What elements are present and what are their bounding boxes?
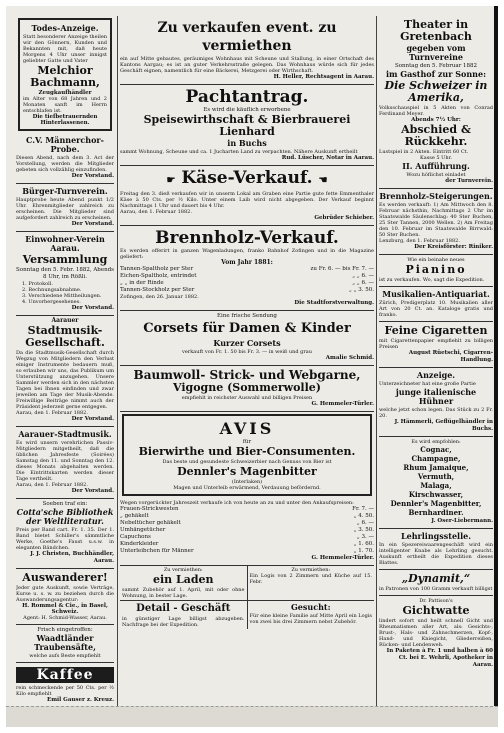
logis-ad bbox=[247, 566, 375, 600]
anzeige-signature: J. Hämmerli, Geflügelhändler in Buchs. bbox=[394, 419, 493, 432]
aarauer-stadtmusik-ad bbox=[16, 427, 114, 499]
schweiz-evening: Abends 7½ Uhr: bbox=[411, 117, 461, 123]
anzeige-text: Unterzeichneter hat eine große Partie bbox=[379, 381, 476, 387]
price-row-item: Eichen-Spaltholz, entrindet bbox=[120, 273, 197, 279]
kinder-text: Wegen vorgerückter Jahreszeit verkaufe ich von heute an zu und unter den Ankaufspreisen: bbox=[120, 500, 354, 506]
avis-foot: Magen und Unterleib erwärmend, Verdauung befördernd. bbox=[173, 485, 321, 491]
zigar-title: Feine Cigaretten bbox=[384, 324, 488, 337]
maennerchor-text: Diesen Abend, nach dem 3. Act der Vorstellung, werden die Mitglieder gebeten sich vollzählig einzufinden. bbox=[16, 155, 114, 173]
zu-text: ein auf Mitte gebautes, geräumiges Wohnhaus mit Scheune und Stallung, in einer Ortschaft des Kantons Aargau; es ist an guter Verkehrsstraße gelegen. Das Wohnhaus würde sich für jedes Geschäft eignen, namentlich für eine Bäckerei, Metzgerei oder Wirthschaft. bbox=[120, 56, 374, 74]
traktandum: 1. Protokoll. bbox=[22, 281, 53, 287]
laden-text: sammt Zubehör auf 1. April, mit oder ohne Wohnung, in bester Lage. bbox=[122, 587, 245, 599]
pacht-text2: sammt Wohnung, Scheune und ca. 1 Jucharten Land zu verpachten. Nähere Auskunft ertheilt bbox=[120, 149, 358, 155]
price-row-item: Frauen-Strickwesten bbox=[120, 506, 179, 512]
price-row-item: Nebeltücher gehäkelt bbox=[120, 520, 181, 526]
traktanden-list bbox=[16, 281, 114, 305]
bib-title: Cotta'sche Bibliothek der Weltliteratur. bbox=[16, 507, 114, 526]
theater-title: Theater in Gretenbach bbox=[400, 18, 472, 43]
corsets-title: Corsets für Damen & Kinder bbox=[143, 321, 351, 336]
aar2-signature: Der Vorstand. bbox=[71, 488, 114, 494]
versammlung-title: Versammlung bbox=[22, 253, 108, 266]
stadtmusik-title: Stadtmusik-Gesellschaft. bbox=[25, 324, 105, 349]
stadtmusik-gesellschaft-ad bbox=[16, 316, 114, 427]
piano-text: ist zu verkaufen. Wo, sagt die Expedition. bbox=[379, 277, 485, 283]
price-row-item: Tannen-Spaltholz per Ster bbox=[120, 266, 194, 272]
einwohner-title: Einwohner-Verein Aarau. bbox=[25, 234, 105, 253]
todes-role: Zeugkaufhändler bbox=[38, 90, 92, 96]
getraenk-item: Malaga, bbox=[420, 481, 452, 490]
price-row-price: „ „ 3. 50. bbox=[349, 287, 374, 293]
vigogne-signature: G. Hemmeler-Türler. bbox=[311, 401, 374, 407]
kaese-date: Aarau, den 1. Februar 1882. bbox=[120, 209, 192, 215]
price-row bbox=[120, 534, 374, 541]
left-column bbox=[16, 16, 114, 706]
price-row bbox=[120, 513, 374, 520]
getraenk-item: Dennler's Magenbitter, bbox=[390, 499, 482, 508]
auff-title: II. Aufführung. bbox=[402, 161, 470, 171]
gichtwatte-ad bbox=[379, 596, 493, 672]
avis-name: Dennler's Magenbitter bbox=[177, 465, 317, 478]
theater-sub: gegeben vom Turnvereine bbox=[406, 43, 466, 62]
avis-ad bbox=[122, 414, 372, 496]
versammlung-date: Sonntag den 5. Febr. 1882, Abends 8 Uhr, im Rößli. bbox=[16, 267, 114, 280]
gicht-signature: In Paketen à Fr. 1 und halben à 60 Ct. bei E. Wehrli, Apotheker in Aarau. bbox=[386, 648, 493, 668]
zigar-text: mit Cigarettenpapier empfiehlt zu billigen Preisen bbox=[379, 338, 493, 350]
pacht-title: Pachtantrag. bbox=[185, 87, 309, 107]
kinder-price-list bbox=[120, 506, 374, 555]
theater-place: im Gasthof zur Sonne: bbox=[385, 69, 487, 79]
pointing-hand-icon: ☛ bbox=[166, 175, 176, 186]
price-row-item: Kinderkleider bbox=[120, 541, 159, 547]
laden-split bbox=[120, 566, 374, 601]
getraenke-signature: J. Oser-Liebermann. bbox=[431, 518, 493, 524]
stadtmusik-signature: Der Vorstand. bbox=[71, 416, 114, 422]
brennholz-verkauf-ad bbox=[120, 226, 374, 311]
bibliothek-ad bbox=[16, 499, 114, 569]
anzeige-name: junge italienische Hühner bbox=[395, 387, 477, 406]
aar2-title: Aarauer-Stadtmusik. bbox=[18, 429, 112, 439]
pointing-hand-icon: ☚ bbox=[318, 175, 328, 186]
maennerchor-ad bbox=[16, 133, 114, 184]
corsets-signature: Amalie Schmid. bbox=[325, 355, 374, 361]
bib-label: Soeben traf ein: bbox=[42, 501, 88, 507]
laden-ad bbox=[120, 566, 247, 600]
anzeige-title: Anzeige. bbox=[416, 370, 456, 380]
buerger-signature: Der Vorstand. bbox=[71, 221, 114, 227]
ausw-text: Jeder gute Auskunft, sowie Verträge, Kurse u. s. w. zu beziehen durch die Auswanderungsagentur: bbox=[16, 585, 114, 603]
price-row-price: zu Fr. 6. — bis Fr. 7. — bbox=[310, 266, 374, 272]
getraenk-item: Kirschwasser, bbox=[408, 490, 464, 499]
price-row bbox=[120, 541, 374, 548]
rbrenn-date: Lenzburg, den 1. Februar 1882. bbox=[379, 238, 460, 244]
price-row-price: „ 6. — bbox=[356, 520, 374, 526]
gicht-title: Gichtwatte bbox=[402, 604, 470, 617]
todes-text: Statt besonderer Anzeige theilen wir den Gönnern, Kunden und Bekannten mit, daß heute Morgens 4 Uhr unser innigst geliebter Gatte und Vater bbox=[23, 34, 107, 64]
price-row-price: „ „ 6. — bbox=[352, 273, 374, 279]
vigogne-text: empfiehlt in reichster Auswahl und billigen Preisen bbox=[181, 395, 313, 401]
gesucht-title: Gesucht: bbox=[290, 602, 331, 612]
pacht-text: Es wird die käuflich erworbene bbox=[203, 107, 291, 113]
bib-text: Preis per Band cart. Fr. 1. 35. Der 1. Band bietet Schiller's sämmtliche Werke, Goethe's Faust u.s.w. in eleganten Bändchen. bbox=[16, 527, 114, 551]
price-row-item: Unterleibchen für Männer bbox=[120, 548, 194, 554]
wein-label: Frisch eingetroffen: bbox=[37, 627, 93, 633]
rbrenn-signature: Der Kreisförster: Riniker. bbox=[414, 244, 493, 250]
pacht-name: Speisewirthschaft & Bierbrauerei Lienhard bbox=[143, 113, 351, 138]
price-row-price: „ 1. 70. bbox=[353, 548, 374, 554]
corsets-ad bbox=[120, 311, 374, 366]
ausw-signature: H. Rommel & Cie., in Basel, Schweiz. bbox=[22, 603, 108, 615]
zu-title: Zu verkaufen event. zu vermiethen bbox=[157, 20, 337, 54]
auff-signature: der Turnverein. bbox=[445, 178, 493, 184]
price-row-price: „ 3. 50. bbox=[353, 527, 374, 533]
ausw-title: Auswanderer! bbox=[22, 571, 108, 584]
einwohner-verein-ad bbox=[16, 232, 114, 316]
todes-anzeige-ad bbox=[18, 18, 112, 131]
price-row-item: Tannen-Stockholz per Ster bbox=[120, 287, 195, 293]
brenn-title: Brennholz-Verkauf. bbox=[155, 228, 339, 248]
cigaretten-ad bbox=[379, 322, 493, 368]
brenn-year: Vom Jahr 1881: bbox=[221, 259, 273, 266]
detail-text: in günstiger Lage billigst abzugeben. Nachfrage bei der Expedition. bbox=[122, 616, 245, 628]
brenn-price-list bbox=[120, 266, 374, 294]
lehrling-text: In ein Spezereiwaarengeschäft wird ein intelligenter Knabe als Lehrling gesucht. Auskunft ertheilt die Expedition dieses Blattes. bbox=[379, 542, 493, 566]
pianino-ad bbox=[379, 255, 493, 287]
baumw-title: Baumwoll- Strick- und Webgarne, bbox=[133, 368, 361, 382]
column-rule-right bbox=[376, 16, 377, 706]
paper-fold bbox=[6, 706, 498, 727]
kasse: Kasse 5 Uhr. bbox=[419, 155, 453, 161]
detail-ad bbox=[120, 601, 247, 629]
price-row bbox=[120, 520, 374, 527]
wein-ad bbox=[16, 625, 114, 663]
getraenke-label: Es wird empfohlen: bbox=[411, 439, 461, 445]
kaffee-signature: Emil Gauser z. Kreuz. bbox=[47, 697, 114, 703]
auff-text: Wozu höflichst einladet bbox=[406, 172, 466, 178]
baumwolle-ad bbox=[120, 366, 374, 412]
kaese-signature: Gebrüder Schieber. bbox=[314, 215, 374, 221]
zigar-signature: August Rüetschi, Cigarren-Handlung. bbox=[408, 350, 493, 363]
pacht-signature: Rud. Lüscher, Notar in Aarau. bbox=[281, 155, 374, 161]
getraenk-item: Cognac, bbox=[420, 445, 452, 454]
musik-title: Musikalien-Antiquariat. bbox=[382, 289, 490, 299]
price-row-item: „ „ in der Rinde bbox=[120, 280, 164, 286]
brenn-date: Zofingen, den 26. Januar 1882. bbox=[120, 294, 199, 300]
wein-title: Waadtländer Traubensäfte, bbox=[34, 633, 96, 652]
versammlung-signature: Der Vorstand. bbox=[71, 305, 114, 311]
buerger-title: Bürger-Turnverein. bbox=[22, 186, 108, 196]
logis-label: Zu vermiethen: bbox=[291, 567, 331, 573]
rbrenn-text: Es werden verkauft: 1) Am Mittwoch den 8. Februar nächsthin, Nachmittags 2 Uhr im Staatswalde Säulenschlag: 40 Ster Buchen, 25 Ster Tannen, 2000 Wellen. 2) Am Freitag den 10. Februar im Staatswalde Birrwald: 50 Ster Buchen. bbox=[379, 202, 493, 238]
abschied-title: Abschied & Rückkehr. bbox=[401, 123, 471, 148]
lehrling-ad bbox=[379, 529, 493, 570]
kaffee-text: rein schmeckende per 50 Cts. per ½ Kilo empfiehlt bbox=[16, 685, 114, 697]
pacht-place: in Buchs bbox=[227, 138, 267, 148]
detail-title: Detail - Geschäft bbox=[136, 603, 231, 614]
traktandum: 3. Verschiedene Mittheilungen. bbox=[22, 293, 102, 299]
corsets-text: verkauft von Fr. 1. 50 bis Fr. 3. — in weiß und grau bbox=[182, 349, 312, 355]
price-row bbox=[120, 280, 374, 287]
price-row-price: „ „ 6. — bbox=[352, 280, 374, 286]
avis-title: AVIS bbox=[219, 419, 275, 438]
todes-signature: Die tiefbetrauernden Hinterlassenen. bbox=[32, 114, 98, 126]
getraenk-item: Bernhardiner. bbox=[408, 508, 464, 517]
kinder-signature: G. Hemmeler-Türler. bbox=[311, 555, 374, 561]
price-row bbox=[120, 287, 374, 294]
brennholz-steigerung-ad bbox=[379, 189, 493, 255]
column-rule-left bbox=[117, 16, 118, 706]
theater-date: Sonntag den 5. Februar 1882 bbox=[394, 63, 478, 69]
dynamit-title: „Dynamit,“ bbox=[401, 572, 471, 585]
strickwaren-ad bbox=[120, 498, 374, 566]
aar2-date: Aarau, den 1. Februar 1882. bbox=[16, 482, 88, 488]
ausw-agent: Agent: H. Schmid-Wasser, Aarau. bbox=[23, 615, 107, 621]
zu-verkaufen-ad bbox=[120, 16, 374, 85]
price-row bbox=[120, 266, 374, 273]
auswanderer-ad bbox=[16, 569, 114, 625]
buerger-turnverein-ad bbox=[16, 184, 114, 232]
price-row-price: Fr. 7. — bbox=[352, 506, 374, 512]
middle-column bbox=[120, 16, 374, 706]
musikalien-ad bbox=[379, 287, 493, 322]
gicht-label: Dr. Pattison's bbox=[419, 598, 453, 604]
page-edge bbox=[494, 6, 498, 727]
getraenk-item: Rhum Jamaique, bbox=[403, 463, 469, 472]
kaffee-ad bbox=[16, 663, 114, 706]
todes-text2: im Alter von 68 Jahren und 2 Monaten sanft im Herrn entschlafen ist. bbox=[23, 96, 107, 114]
kaffee-title: Kaffee bbox=[16, 667, 114, 683]
aar2-text: Es wird unsern verehrlichen Passiv-Mitgliedern mitgetheilt, daß die üblichen Jahresfeste (Soirées) Samstag den 11. und Sonntag den 12. dieses Monats abgehalten werden. Die Eintrittskarten werden dieser Tage vertheilt. bbox=[16, 440, 114, 482]
aarauer-label: Aarauer bbox=[51, 317, 79, 324]
rbrenn-title: Brennholz-Steigerungen. bbox=[379, 191, 493, 201]
kaese-title-row bbox=[120, 169, 374, 190]
getraenk-item: Vermuth, bbox=[417, 472, 455, 481]
logis-text: Ein Logis von 2 Zimmern und Küche auf 15. Febr. bbox=[249, 573, 372, 585]
price-row bbox=[120, 273, 374, 280]
vigogne-title: Vigogne (Sommerwolle) bbox=[173, 381, 321, 394]
piano-label: Wie ein beinahe neues bbox=[407, 257, 465, 263]
gicht-text: lindert sofort und heilt schnell Gicht und Rheumatismen aller Art, als: Gesichts-, Brust-, Hals- und Zahnschmerzen, Kopf-, Hand- und Kniegicht, Gliederreißen, Rücken- und Lendenweh. bbox=[379, 618, 493, 648]
buerger-text: Hauptprobe heute Abend punkt 1/2 Uhr. Ehrenmitglieder zahlreich zu erscheinen. Die Mitglieder sind aufgefordert zahlreich zu erscheinen. bbox=[16, 197, 114, 221]
wein-text: welche aufs Beste empfiehlt bbox=[29, 653, 101, 659]
todes-title: Todes-Anzeige. bbox=[31, 23, 99, 33]
huehner-ad bbox=[379, 368, 493, 437]
lehrling-title: Lehrlingsstelle. bbox=[401, 531, 471, 541]
zu-signature: H. Heller, Rechtsagent in Aarau. bbox=[273, 74, 374, 80]
detail-split bbox=[120, 601, 374, 629]
traktandum: 2. Rechnungsabnahme. bbox=[22, 287, 82, 293]
kaese-text: Freitag den 3. dieß verkaufen wir in unserm Lokal am Graben eine Partie gute fette Emmenthaler Käse à 50 Cts. per ½ Kilo. Unter einem Laib wird nicht abgegeben. Der Verkauf beginnt Nachmittags 1 Uhr und dauert bis 4 Uhr. bbox=[120, 191, 374, 209]
price-row-item: Capuchons bbox=[120, 534, 151, 540]
theater-ad bbox=[379, 16, 493, 189]
traktandum: 4. Unvorhergesehenes. bbox=[22, 299, 81, 305]
dynamit-ad bbox=[379, 570, 493, 596]
todes-name: Melchior Bachmann, bbox=[30, 64, 100, 89]
dynamit-text: in Patronen von 100 Gramm verkauft billigst bbox=[379, 586, 493, 592]
price-row-price: „ 4. 50. bbox=[353, 513, 374, 519]
price-row-price: „ 1. 60. bbox=[353, 541, 374, 547]
getraenke-list bbox=[379, 446, 493, 517]
gesucht-ad bbox=[247, 601, 375, 629]
price-row bbox=[120, 527, 374, 534]
right-column bbox=[379, 16, 493, 706]
schweiz-text: Volksschauspiel in 5 Akten von Conrad Ferdinand Meyer. bbox=[379, 105, 493, 117]
avis-for: für bbox=[242, 439, 252, 445]
newspaper-page bbox=[6, 6, 498, 727]
pachtantrag-ad bbox=[120, 85, 374, 166]
abschied-text: Lustspiel in 2 Akten. Eintritt 60 Ct. bbox=[379, 149, 469, 155]
avis-place: (Interlaken) bbox=[231, 479, 263, 485]
stadtmusik-date: Aarau, den 1. Februar 1882. bbox=[16, 410, 88, 416]
price-row bbox=[120, 548, 374, 555]
stadtmusik-text: Da die Stadtmusik-Gesellschaft durch Wegzug von Mitgliedern den Verlust einiger Instrumente bedauern muß, so erlauben wir uns, das Publikum um Unterstützung anzugehen. Unsere Sammler werden sich in den nächsten Tagen bei Ihnen einfinden und zwar jeweilen am Tage der Musik-Abende. Freiwillige Beiträge nimmt auch der Präsident jederzeit gerne entgegen. bbox=[16, 350, 114, 410]
bib-signature: J. J. Christen, Buchhändler, Aarau. bbox=[30, 551, 114, 564]
price-row-price: „ 3. — bbox=[356, 534, 374, 540]
getraenke-ad bbox=[379, 437, 493, 529]
price-row-item: „ gehäkelt bbox=[120, 513, 149, 519]
laden-title: ein Laden bbox=[152, 573, 214, 586]
price-row-item: Umhängetücher bbox=[120, 527, 166, 533]
kaese-title: Käse-Verkauf. bbox=[181, 168, 313, 188]
corsets-label: Eine frische Sendung bbox=[217, 313, 277, 319]
maennerchor-title: C.V. Männerchor-Probe. bbox=[26, 135, 104, 154]
anzeige-text2: welche jetzt schon legen. Das Stück zu 2 Fr. 20. bbox=[379, 407, 493, 419]
gesucht-text: Für eine kleine Familie auf Mitte April ein Logis von zwei bis drei Zimmern nebst Zubehör. bbox=[249, 613, 372, 625]
piano-title: Pianino bbox=[405, 263, 467, 276]
laden-label: Zu vermiethen: bbox=[163, 567, 203, 573]
kaese-verkauf-ad bbox=[120, 166, 374, 226]
maennerchor-signature: Der Vorstand. bbox=[71, 173, 114, 179]
musik-text: Zürich, Predigerplatz 10. Musikalien aller Art von 20 Ct. an. Kataloge gratis und franko. bbox=[379, 300, 493, 318]
avis-sub: Bierwirthe und Bier-Consumenten. bbox=[138, 445, 356, 458]
getraenk-item: Champagne, bbox=[411, 454, 461, 463]
avis-text: Das beste und gesundeste Schweizerbier nach Genuss von Bier ist bbox=[162, 459, 332, 465]
corsets-sub: Kurzer Corsets bbox=[213, 338, 281, 348]
schweiz-title: Die Schweizer in Amerika, bbox=[384, 79, 488, 104]
price-row bbox=[120, 506, 374, 513]
brenn-text: Es werden offerirt in ganzen Wagenladungen, franko Bahnhof Zofingen und in die Magazine geliefert: bbox=[120, 248, 374, 260]
brenn-signature: Die Stadtforstverwaltung. bbox=[294, 300, 374, 306]
